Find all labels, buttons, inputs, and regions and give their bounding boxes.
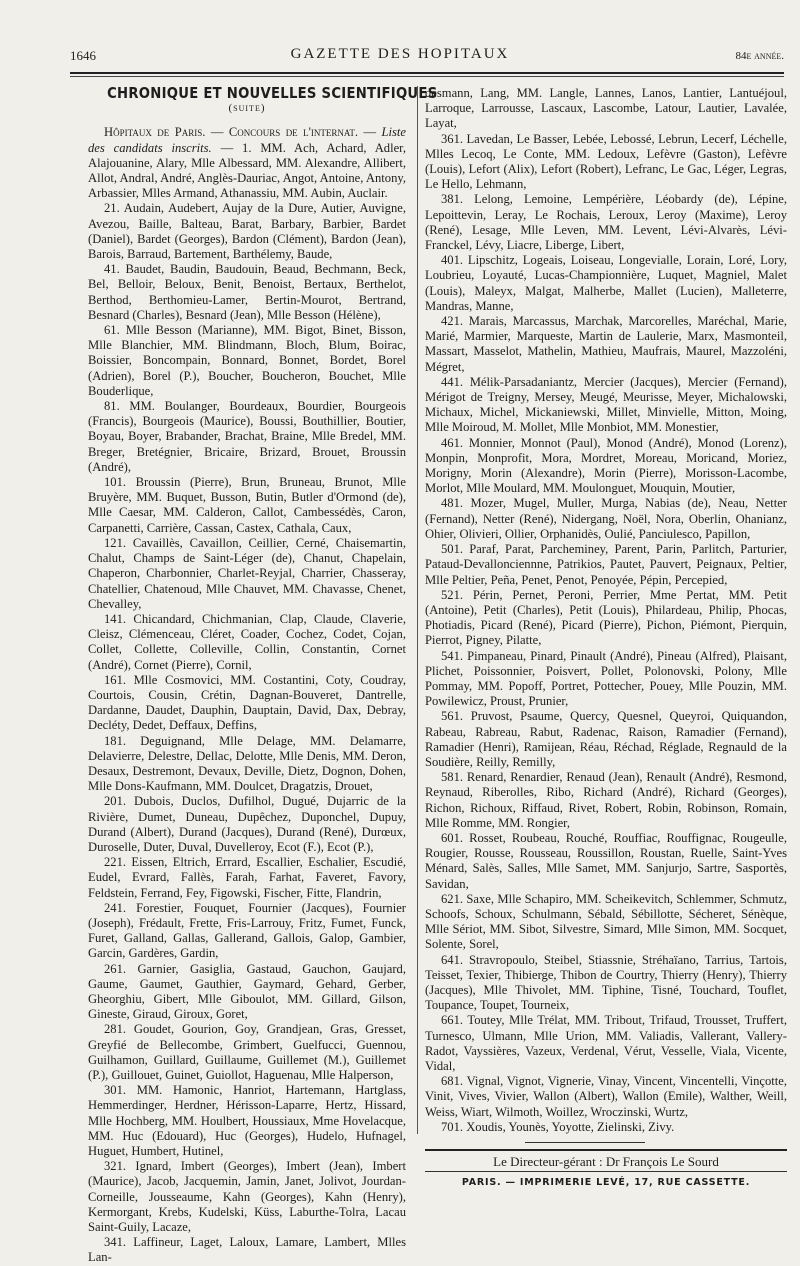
candidate-paragraph: 581. Renard, Renardier, Renaud (Jean), Renault (André), Resmond, Reynaud, Riberolles, Ribo, Richard (André), Richard (Georges), Richon, Richoux, Riffaud, Rivet, Robert, Robin, Robinson, Romain, Mlle Romme, MM. Rongier, — [425, 770, 787, 830]
lead-heading: Hôpitaux de Paris. — Concours de l'internat. — — [104, 125, 377, 140]
candidate-paragraph: 101. Broussin (Pierre), Brun, Bruneau, Brunot, Mlle Bruyère, MM. Buquet, Busson, Butin, Butler d'Ormond (de), Mlle Caesar, MM. Calderon, Callot, Cambessédès, Caron, Carpanetti, Carrière, Cassan, Castex, Cathala, Caux, — [88, 475, 406, 535]
candidate-paragraph: 701. Xoudis, Younès, Yoyotte, Zielinski, Zivy. — [441, 1119, 675, 1134]
candidate-paragraph: 121. Cavaillès, Cavaillon, Ceillier, Cerné, Chaisemartin, Chalut, Champs de Saint-Léger (de), Chanut, Chapelain, Chaperon, Charbonnier, Charlet-Reyjal, Charrier, Chasseray, Chatellier, Chatenoud, Mlle Chauvet, MM. Chavasse, Chenet, Chevalley, — [88, 535, 406, 611]
candidate-paragraph: 681. Vignal, Vignot, Vignerie, Vinay, Vincent, Vincentelli, Vinçotte, Vinit, Vives, Vivier, Wallon (Albert), Wallon (Emile), Walther, Weill, Weiss, Wiart, Wilmoth, Woillez, Wroczinski, Wurtz, — [425, 1074, 787, 1119]
candidate-paragraph: 61. Mlle Besson (Marianne), MM. Bigot, Binet, Bisson, Mlle Blanchier, MM. Blindmann, Bloch, Blum, Boirac, Boissier, Boncompain, Bonnard, Bonnet, Bordet, Borel (Adrien), Borel (P.), Boucher, Boucheron, Bouchet, Mlle Bouderlique, — [88, 323, 406, 398]
page-number: 1646 — [70, 48, 96, 63]
page-header — [0, 42, 800, 66]
candidate-paragraph: 41. Baudet, Baudin, Baudouin, Beaud, Bechmann, Beck, Bel, Belloir, Beloux, Benit, Benoist, Bertaux, Berthelot, Berthod, Berthomieu-Lamer, Bertin-Mourot, Bertrand, Besnard (Charles), Besnard (Jean), Mlle Besson (Hélène), — [88, 262, 406, 322]
candidate-paragraph: 521. Périn, Pernet, Peroni, Perrier, Mme Pertat, MM. Petit (Antoine), Petit (Charles), Petit (Louis), Philardeau, Philip, Phocas, Photiadis, Picard (René), Picard (Pierre), Pichon, Piémont, Pierquin, Pierrot, Pigney, Pilatte, — [425, 587, 787, 648]
header-rule-thin — [70, 76, 784, 77]
candidate-paragraph: 541. Pimpaneau, Pinard, Pinault (André), Pineau (Alfred), Plaisant, Plichet, Poissonnier, Poisvert, Pollet, Polonovski, Polony, Mlle Pommay, MM. Popoff, Portret, Pottecher, Pouey, Mlle Pouzin, MM. Powilewicz, Proust, Prunier, — [425, 648, 787, 709]
candidate-paragraph: 361. Lavedan, Le Basser, Lebée, Lebossé, Lebrun, Lecerf, Léchelle, Mlles Lecoq, Le Conte, MM. Ledoux, Lefèvre (Gaston), Lefèvre (Louis), Lefort (Alix), Lefort (Robert), Lefranc, Le Gac, Léger, Legras, Le Hello, Lehmann, — [425, 131, 787, 192]
candidate-paragraph: 561. Pruvost, Psaume, Quercy, Quesnel, Queyroi, Quiquandon, Rabeau, Rabreau, Rabut, Radenac, Raison, Ramadier (Fernand), Ramadier (Henri), Ramijean, Réau, Réchad, Réglade, Regnauld de la Soudière, Reilly, Remilly, — [425, 709, 787, 769]
candidate-paragraph: 341. Laffineur, Laget, Laloux, Lamare, Lambert, Mlles Lan- — [88, 1235, 406, 1265]
candidate-paragraph: 21. Audain, Audebert, Aujay de la Dure, Autier, Auvigne, Avezou, Baille, Balteau, Barat, Barbary, Barbier, Bardet (Daniel), Bardet (Georges), Bardon (Clément), Bardon (Jean), Barois, Barraud, Bartement, Barthélemy, Baude, — [88, 201, 406, 262]
candidate-list-start: — 1. MM. Ach, Achard, Adler, Alajouanine, Alary, Mlle Albessard, MM. Alexandre, Allibert, Allot, Andral, André, Anglès-Dauriac, Angot, Antoine, Antony, Arbassier, Mlles Armand, Athanassiu, MM. Aubin, Auclair. — [88, 140, 407, 201]
candidate-paragraph: 221. Eissen, Eltrich, Errard, Escallier, Eschalier, Escudié, Eudel, Evrard, Fallès, Farah, Farhat, Faveret, Favory, Feldstein, Ferrand, Fey, Figowski, Fischer, Fitte, Flandrin, — [88, 855, 406, 900]
candidate-paragraph: 81. MM. Boulanger, Bourdeaux, Bourdier, Bourgeois (Francis), Bourgeois (Maurice), Boussi, Bouthillier, Boutier, Boyau, Boyer, Brabander, Brachat, Braine, Mlle Bredel, MM. Breger, Bretégnier, Bricaire, Brizard, Brouet, Broussin (André), — [88, 399, 406, 474]
candidate-paragraph: 441. Mélik-Parsadaniantz, Mercier (Jacques), Mercier (Fernand), Mérigot de Treigny, Mersey, Meugé, Meurisse, Meyer, Michalowski, Michaux, Michel, Mickaniewski, Millet, Minvielle, Mitton, Moing, Mlle Moiroud, M. Mollet, Mlle Monbiot, MM. Monestier, — [425, 374, 787, 435]
header-rule — [70, 72, 784, 74]
candidate-paragraph: 301. MM. Hamonic, Hanriot, Hartemann, Hartglass, Hemmerdinger, Herdner, Hérisson-Laparre, Hertz, Hissard, Mlle Hochberg, MM. Houlbert, Houssiaux, Mme Hovelacque, MM. Huc (Edouard), Huc (Georges), Hudelo, Hufnagel, Huguet, Humbert, Hutinel, — [88, 1083, 406, 1159]
section-subtitle: (suite) — [228, 102, 266, 115]
candidate-paragraph: 321. Ignard, Imbert (Georges), Imbert (Jean), Imbert (Maurice), Jacob, Jacquemin, Jamin, Janet, Jolivot, Jourdan-Corneille, Jousseaume, Kahn (Georges), Kahn (Henry), Kermorgant, Krebs, Kudelski, Küss, Laburthe-Tolra, Lacau Saint-Guily, Lacaze, — [88, 1159, 406, 1235]
candidate-paragraph: 201. Dubois, Duclos, Dufilhol, Dugué, Dujarric de la Rivière, Dumet, Duneau, Dupêchez, Duponchel, Dupuy, Durand (Albert), Durand (Jacques), Durand (René), Durœux, Duroselle, Duter, Duval, Duvelleroy, Ecot (F.), Ecot (P.), — [88, 794, 406, 854]
candidate-paragraph: 421. Marais, Marcassus, Marchak, Marcorelles, Maréchal, Marie, Marié, Marmier, Marqueste, Martin de Laulerie, Marx, Masmonteil, Massart, Masselot, Mathelin, Mathieu, Maufrais, Maurel, Mazzoléni, Mégret, — [425, 314, 787, 374]
candidate-list-title: Liste des candidats inscrits. — [88, 125, 406, 155]
right-column — [425, 86, 787, 1190]
volume-year: 84e année. — [735, 50, 784, 62]
candidate-paragraph: 601. Rosset, Roubeau, Rouché, Rouffiac, Rouffignac, Rougeulle, Rougier, Rousse, Rousseau, Roussillon, Roustan, Ruelle, Saint-Yves Ménard, Salès, Salles, Mlle Samet, MM. Sanjurjo, Sartre, Sasportès, Savidan, — [425, 830, 787, 891]
column-divider — [417, 86, 418, 1134]
candidate-paragraph: 261. Garnier, Gasiglia, Gastaud, Gauchon, Gaujard, Gaume, Gaumet, Gauthier, Gaymard, Gehard, Gerber, Gheorghiu, Gibert, Mlle Giboulot, MM. Gillard, Gilson, Gineste, Giraud, Giroux, Goret, — [88, 961, 406, 1022]
candidate-paragraph: 621. Saxe, Mlle Schapiro, MM. Scheikevitch, Schlemmer, Schmutz, Schoofs, Schoux, Schulmann, Sébald, Sébillotte, Sécheret, Sénèque, Mlle Sériot, MM. Sibot, Silvestre, Simard, Mlle Simon, MM. Socquet, Solente, Sorel, — [425, 891, 787, 952]
candidate-paragraph: 141. Chicandard, Chichmanian, Clap, Claude, Claverie, Cleisz, Clémenceau, Cléret, Coader, Cochez, Codet, Cojan, Collet, Collette, Colleville, Collin, Constantin, Cornet (André), Cornet (Pierre), Cornil, — [88, 611, 406, 672]
candidate-paragraph: desmann, Lang, MM. Langle, Lannes, Lanos, Lantier, Lantuéjoul, Larroque, Larrousse, Lascaux, Lascombe, Latour, Lautier, Lavalée, Layat, — [425, 86, 787, 131]
candidate-paragraph: 161. Mlle Cosmovici, MM. Costantini, Coty, Coudray, Courtois, Cousin, Crétin, Dagnan-Bouveret, Dantrelle, Dardanne, Daudet, Dauphin, Dauptain, David, Dax, Debray, Decléty, Dedet, Deffaux, Deffins, — [88, 672, 406, 733]
candidate-paragraph: 501. Paraf, Parat, Parcheminey, Parent, Parin, Parlitch, Parturier, Pataud-Devallonciennne, Patrikios, Pautet, Pauvert, Peignaux, Peltier, Mlle Peltier, Peña, Penet, Penot, Penoyée, Pépin, Percepied, — [425, 542, 787, 587]
director-line: Le Directeur-gérant : Dr François Le Sourd — [425, 1149, 787, 1172]
candidate-paragraph: 401. Lipschitz, Logeais, Loiseau, Longevialle, Lorain, Loré, Lory, Loubrieu, Loyauté, Lucas-Championnière, Luquet, Magniel, Malet (Louis), Maleyx, Malgat, Malherbe, Mallet (Lucien), Malleterre, Mandras, Manne, — [425, 253, 787, 313]
candidate-paragraph: 461. Monnier, Monnot (Paul), Monod (André), Monod (Lorenz), Monpin, Monprofit, Mora, Mordret, Moreau, Moricand, Moriez, Morigny, Morin (Alexandre), Morin (Pierre), Morisson-Lacombe, Morlot, Mlle Moulard, MM. Moulonguet, Mouquin, Moutier, — [425, 435, 787, 496]
candidate-paragraph: 241. Forestier, Fouquet, Fournier (Jacques), Fournier (Joseph), Frédault, Frette, Fris-Larrouy, Fritz, Fumet, Funck, Furet, Galland, Gallas, Gallerand, Gallois, Galop, Gambier, Garcin, Gardères, Gardin, — [88, 900, 406, 961]
candidate-paragraph: 381. Lelong, Lemoine, Lempérière, Léobardy (de), Lépine, Lepoittevin, Leray, Le Rochais, Leroux, Leroy (Maxime), Leroy (René), Lesage, Mlle Leven, MM. Levent, Lévi-Alvarès, Lévi-Franckel, Lévy, Liacre, Liberge, Libert, — [425, 192, 787, 253]
left-column — [88, 84, 438, 1266]
closing-separator — [525, 1142, 645, 1143]
right-paragraph-list — [425, 86, 787, 1135]
lead-paragraph — [88, 125, 406, 201]
candidate-paragraph: 661. Toutey, Mlle Trélat, MM. Tribout, Trifaud, Trousset, Truffert, Turnesco, Ulmann, Mlle Urion, MM. Valiadis, Vallerant, Vallery-Radot, Vayssières, Vazeux, Verdenal, Vérut, Vesselle, Viala, Vicente, Vidal, — [425, 1013, 787, 1073]
candidate-paragraph: 281. Goudet, Gourion, Goy, Grandjean, Gras, Gresset, Greyfié de Bellecombe, Grimbert, Guelfucci, Guennou, Guilhamon, Guillard, Guillaume, Guillemet (M.), Guillemet (P.), Guillouet, Guinet, Guiollot, Haguenau, Mlle Halperson, — [88, 1022, 406, 1082]
candidate-paragraph: 181. Deguignand, Mlle Delage, MM. Delamarre, Delavierre, Delestre, Dellac, Delotte, Mlle Denis, MM. Deron, Desaux, Destremont, Devaux, Deville, Dietz, Dognon, Dohen, Mlle Dons-Kaufmann, MM. Doulcet, Dragatzis, Drouet, — [88, 733, 406, 794]
candidate-paragraph: 481. Mozer, Mugel, Muller, Murga, Nabias (de), Neau, Netter (Fernand), Netter (René), Nidergang, Noël, Nora, Oberlin, Ohanianz, Ohier, Olivieri, Ollier, Orphanidès, Oulié, Panciulesco, Papillon, — [425, 496, 787, 541]
journal-title: GAZETTE DES HOPITAUX — [290, 46, 510, 62]
candidate-paragraph: 641. Stravropoulo, Steibel, Stiassnie, Stréhaïano, Tarrius, Tartois, Teisset, Texier, Thibierge, Thibon de Courtry, Thierry (Henry), Thierry (Jacques), Mlle Thivolet, MM. Tiphine, Tisné, Touchard, Touflet, Toupance, Toupet, Tourneix, — [425, 952, 787, 1013]
left-paragraph-list — [88, 201, 406, 1265]
section-title: CHRONIQUE ET NOUVELLES SCIENTIFIQUES — [107, 84, 438, 102]
printer-line: PARIS. — IMPRIMERIE LEVÉ, 17, RUE CASSETTE. — [461, 1177, 751, 1189]
